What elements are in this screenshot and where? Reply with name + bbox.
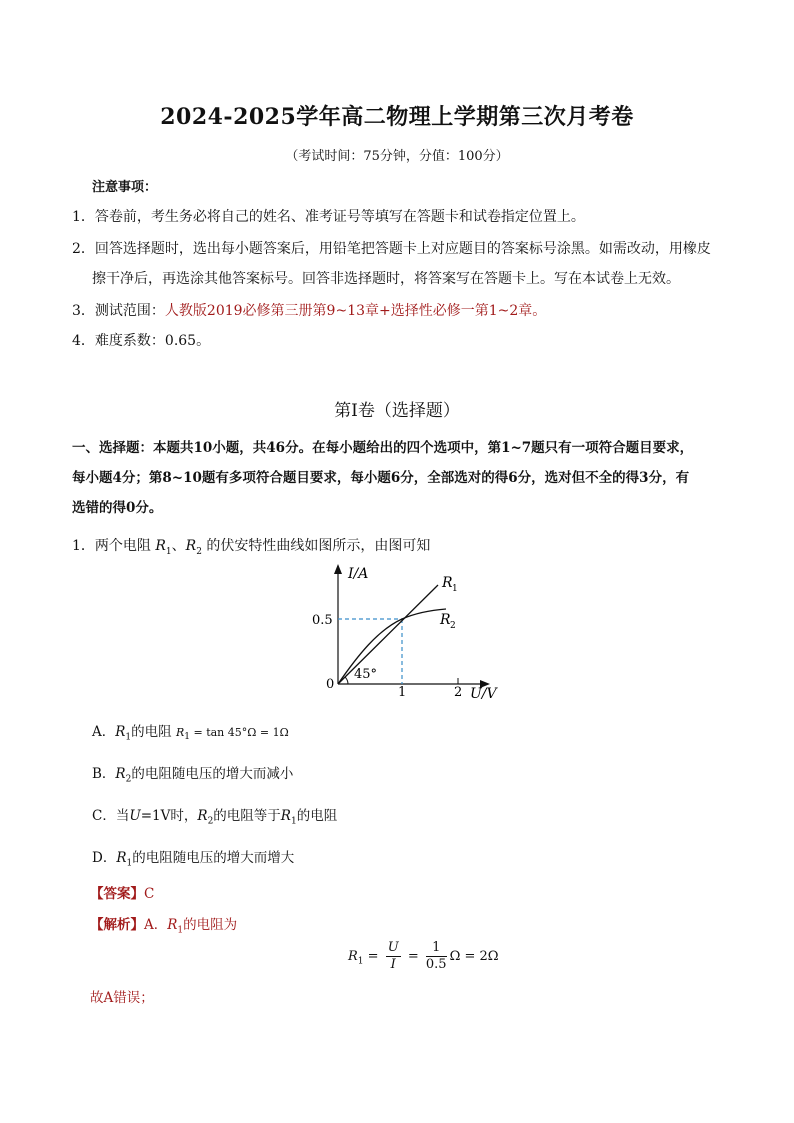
notice-heading: 注意事项：	[92, 180, 158, 195]
angle-label: 45°	[354, 667, 378, 682]
curve-r1	[338, 585, 438, 684]
option-c: C．当U=1V时，$R_2$的电阻等于$R_1$的电阻	[92, 808, 338, 827]
x-axis-label: U/V	[470, 686, 497, 700]
resistance-formula: $R_1$ = $\frac{U}{I}$ = $\frac{1}{0.5}$ Ω = 2Ω	[348, 940, 499, 972]
answer-value: C	[144, 886, 155, 902]
iu-graph	[298, 560, 518, 700]
option-d: D．$R_1$的电阻随电压的增大而增大	[92, 850, 295, 869]
question-1-stem: 1．两个电阻 $R_1$、$R_2$ 的伏安特性曲线如图所示，由图可知	[72, 538, 431, 557]
notice-item-2: 2．回答选择题时，选出每小题答案后，用铅笔把答题卡上对应题目的答案标号涂黑。如需改动，用橡皮	[72, 241, 711, 257]
curve-r2-label: R	[440, 612, 451, 628]
analysis-label: 【解析】	[90, 917, 144, 933]
section-instructions-1: 一、选择题：本题共10小题，共46分。在每小题给出的四个选项中，第1~7题只有一项符合题目要求，	[72, 440, 694, 456]
section-instructions-2: 每小题4分；第8~10题有多项符合题目要求，每小题6分，全部选对的得6分，选对但不全的得3分，有	[72, 470, 690, 486]
fraction-1-over-half: $\frac{1}{0.5}$	[425, 940, 447, 972]
notice-item-2-cont: 擦干净后，再选涂其他答案标号。回答非选择题时，将答案写在答题卡上。写在本试卷上无效。	[92, 271, 680, 287]
notice-item-4: 4．难度系数：0.65。	[72, 333, 211, 349]
curve-r1-label: R	[442, 575, 453, 591]
section-instructions-3: 选错的得0分。	[72, 500, 163, 516]
section-heading: 第Ⅰ卷（选择题）	[334, 401, 460, 421]
notice-item-1: 1．答卷前，考生务必将自己的姓名、准考证号等填写在答题卡和试卷指定位置上。	[72, 209, 585, 225]
y-axis-arrow	[334, 564, 342, 574]
y-tick-label: 0.5	[312, 613, 333, 628]
notice-item-3	[72, 300, 546, 320]
x-tick-label-2: 2	[454, 685, 463, 700]
answer-line	[90, 882, 154, 902]
analysis-line: 【解析】A．$R_1$的电阻为	[90, 917, 238, 936]
curve-r2-sub: 2	[450, 621, 456, 631]
conclusion-line: 故A错误；	[90, 990, 154, 1006]
exam-title: 2024-2025学年高二物理上学期第三次月考卷	[160, 104, 634, 130]
x-tick-label-1: 1	[398, 685, 407, 700]
option-a: A．$R_1$的电阻 $R_1 = \tan 45^\circ\Omega = 1\Omega$	[92, 724, 289, 743]
fraction-u-over-i: $\frac{U}{I}$	[387, 940, 399, 972]
y-axis-label: I/A	[348, 566, 369, 582]
origin-label: 0	[326, 677, 335, 692]
notice-item-3-label: 3．测试范围：	[72, 303, 165, 319]
answer-label: 【答案】	[90, 886, 144, 902]
angle-arc	[345, 677, 348, 684]
test-scope: 人教版2019必修第三册第9~13章+选择性必修一第1~2章。	[164, 303, 547, 319]
curve-r1-sub: 1	[452, 584, 458, 594]
exam-subtitle: （考试时间：75分钟，分值：100分）	[285, 149, 509, 164]
option-b: B．$R_2$的电阻随电压的增大而减小	[92, 766, 294, 785]
